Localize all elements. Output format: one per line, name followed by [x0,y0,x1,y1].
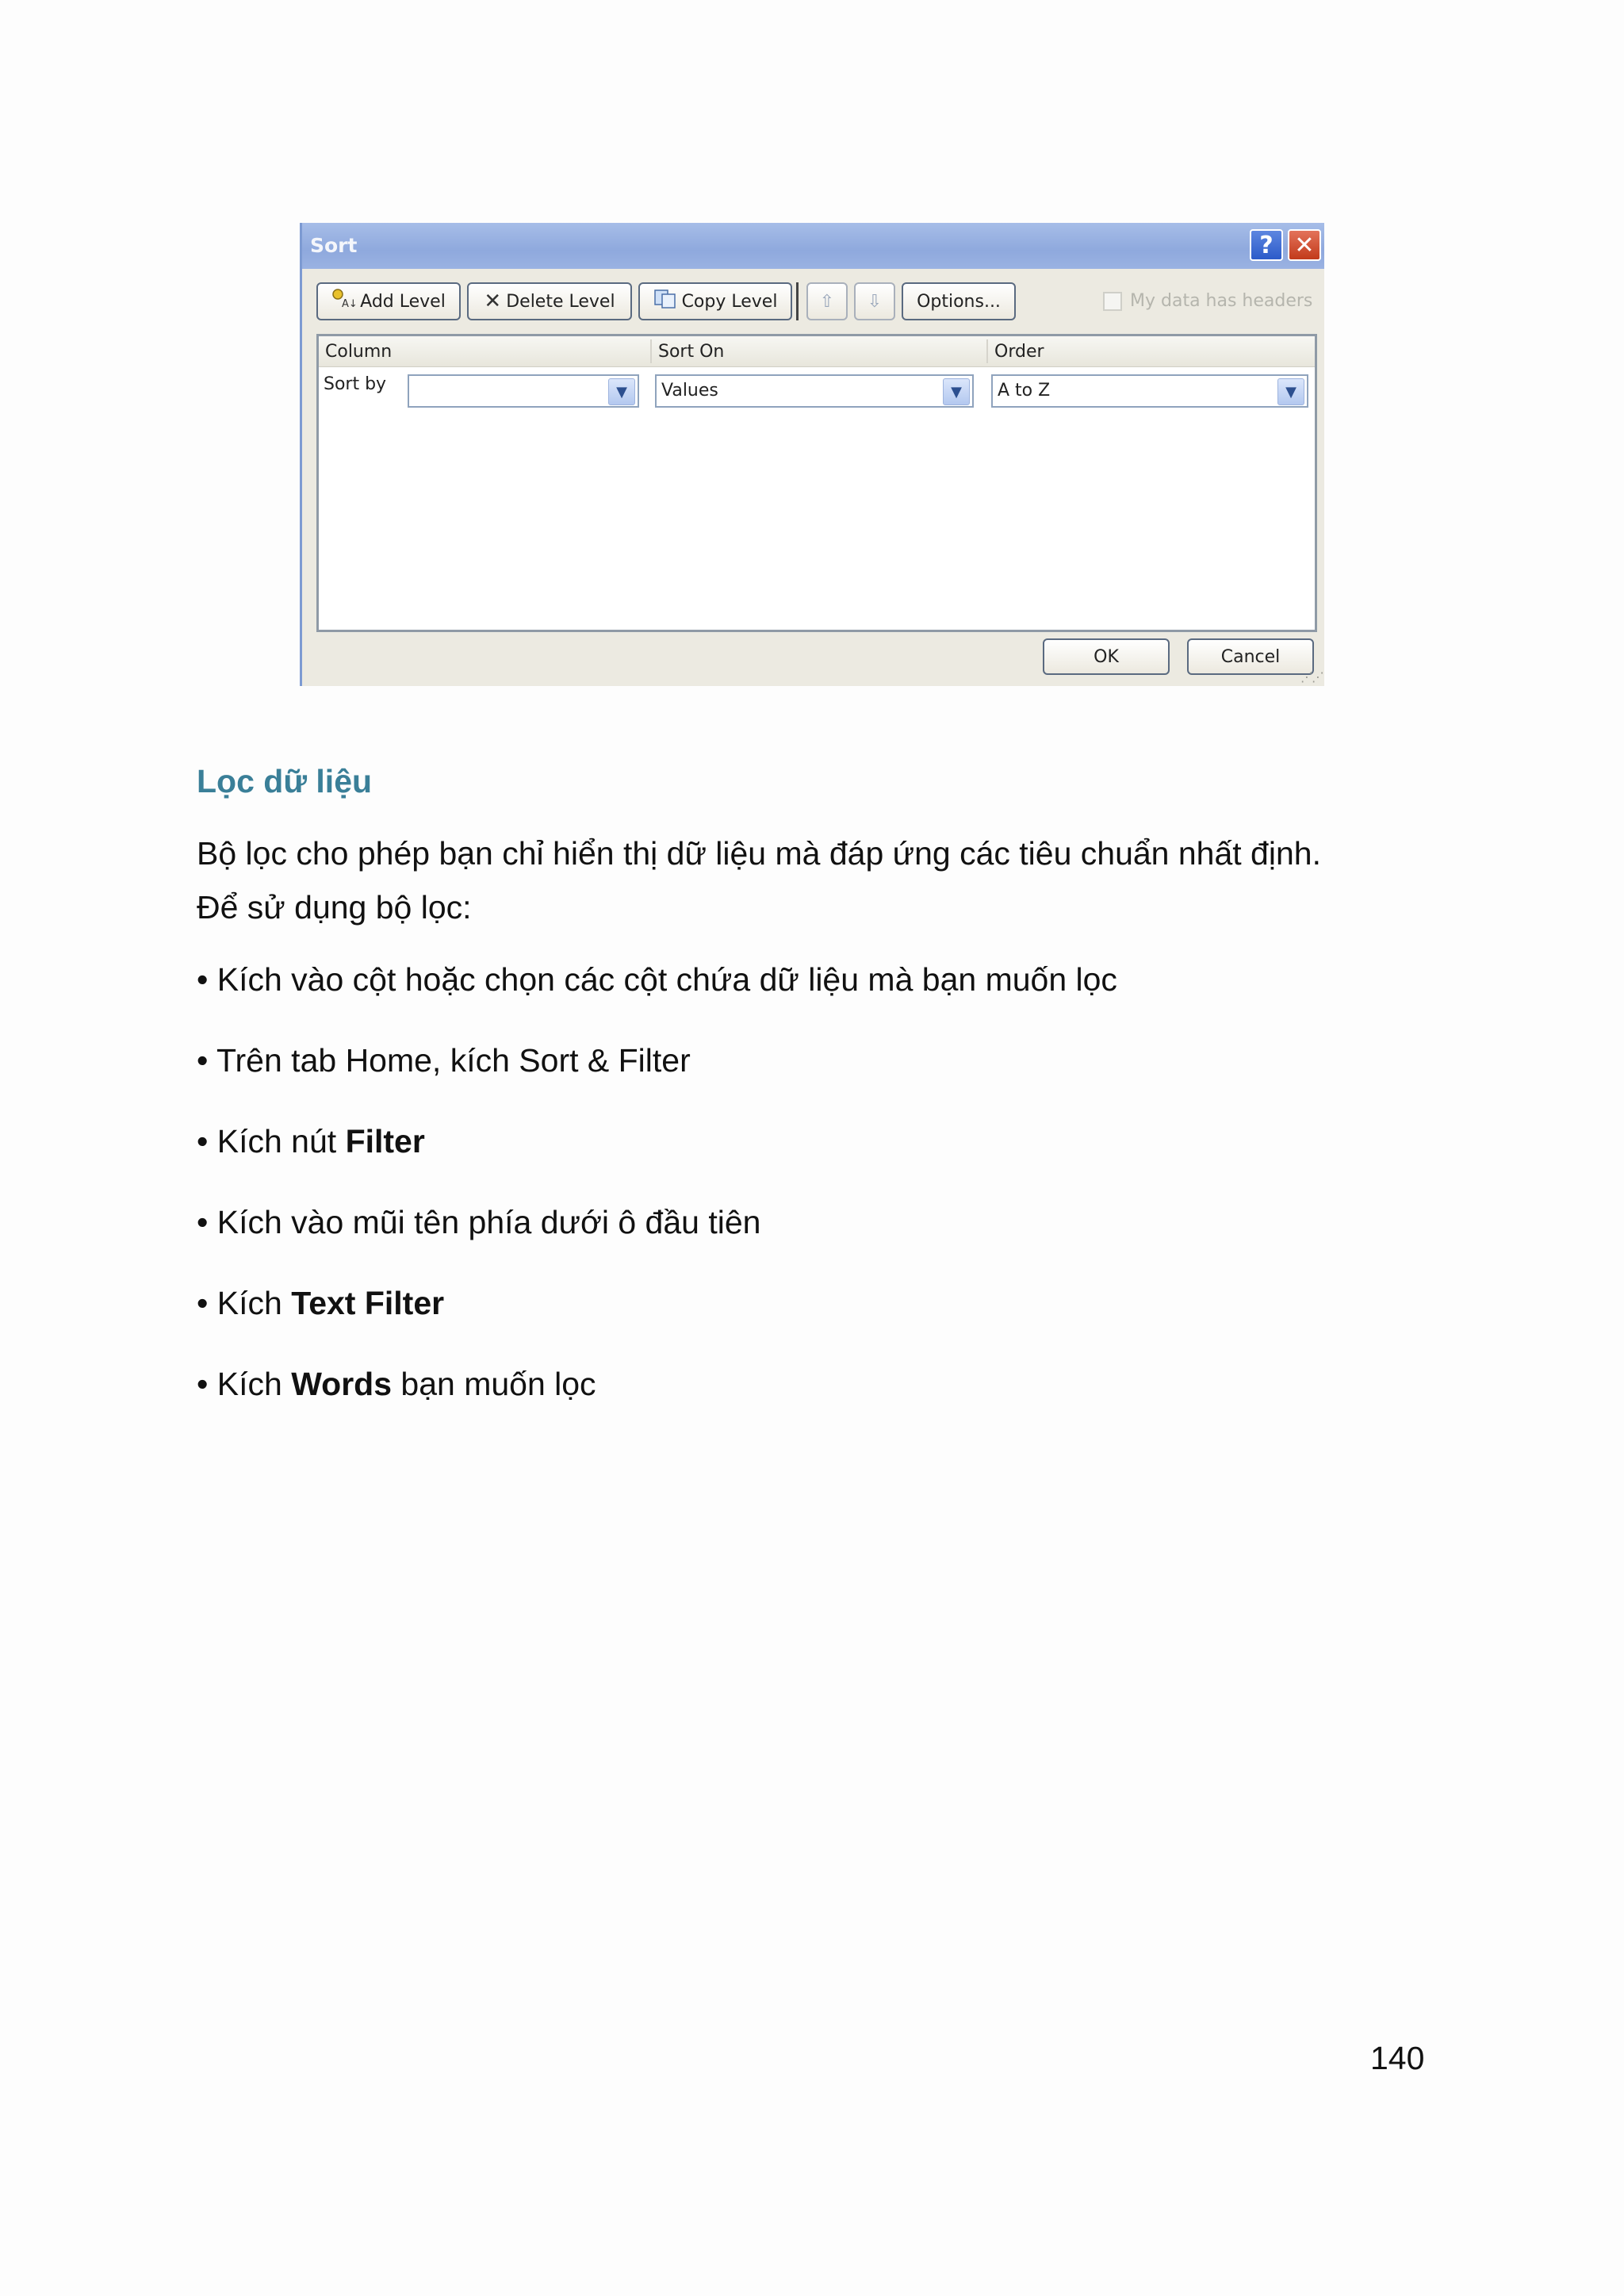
sort-on-dropdown-value: Values [661,381,718,401]
delete-level-label: Delete Level [506,291,615,312]
page-number: 140 [1370,2040,1425,2076]
resize-grip-icon[interactable]: ⋰⋰ [1300,669,1323,684]
delete-icon: ✕ [484,289,502,313]
bullet-bold: Words [291,1366,392,1402]
bullet-text: • Kích vào mũi tên phía dưới ô đầu tiên [197,1204,761,1240]
headers-checkbox-label: My data has headers [1130,291,1313,311]
column-dropdown[interactable] [408,374,639,408]
add-level-button[interactable] [316,282,461,320]
copy-icon [653,289,677,315]
headers-checkbox-group[interactable] [1103,291,1312,311]
headers-checkbox[interactable] [1103,292,1122,311]
order-dropdown-value: A to Z [998,381,1051,401]
move-up-button[interactable] [806,282,848,320]
bullet-item [197,1366,596,1403]
toolbar-separator [796,282,799,320]
bullet-bold: Text Filter [291,1285,445,1321]
bullet-text: • Kích [197,1366,292,1402]
sort-dialog [300,223,1324,686]
order-dropdown[interactable] [991,374,1308,408]
order-header: Order [986,339,1044,363]
dialog-title: Sort [310,234,358,257]
bullet-text: • Kích nút [197,1123,346,1159]
bullet-item [197,1123,425,1160]
help-button[interactable] [1250,229,1283,261]
bullet-bold: Filter [345,1123,425,1159]
add-level-label: Add Level [360,291,446,312]
sort-by-label: Sort by [324,374,387,394]
chevron-down-icon: ▼ [1277,378,1304,405]
intro-paragraph [197,826,1434,934]
bullet-item [197,1285,444,1322]
bullet-text: • Kích vào cột hoặc chọn các cột chứa dữ liệu mà bạn muốn lọc [197,961,1117,998]
arrow-down-icon: ⇩ [867,291,883,312]
bullet-text: • Trên tab Home, kích Sort & Filter [197,1042,691,1079]
section-heading: Lọc dữ liệu [197,763,373,799]
options-button[interactable] [902,282,1016,320]
intro-line-2: Để sử dụng bộ lọc: [197,889,472,926]
chevron-down-icon: ▼ [943,378,970,405]
sort-on-dropdown[interactable] [655,374,974,408]
grid-header [319,336,1315,367]
options-label: Options... [917,291,1001,312]
column-header: Column [325,342,393,362]
close-icon: ✕ [1294,231,1315,259]
dialog-titlebar [302,223,1324,269]
bullet-item [197,1042,691,1079]
bullet-suffix: bạn muốn lọc [392,1366,596,1402]
sort-levels-grid [316,334,1317,632]
ok-label: OK [1094,646,1119,667]
delete-level-button[interactable] [467,282,632,320]
add-level-icon [331,288,358,316]
cancel-button[interactable] [1187,638,1314,675]
copy-level-button[interactable] [638,282,792,320]
help-icon: ? [1259,231,1274,259]
bullet-item [197,1204,760,1241]
arrow-up-icon: ⇧ [819,291,835,312]
bullet-item [197,961,1117,999]
intro-line-1: Bộ lọc cho phép bạn chỉ hiển thị dữ liệu mà đáp ứng các tiêu chuẩn nhất định. [197,835,1321,872]
close-button[interactable] [1288,229,1321,261]
sort-on-header: Sort On [650,339,724,363]
bullet-text: • Kích [197,1285,292,1321]
cancel-label: Cancel [1220,646,1281,667]
ok-button[interactable] [1043,638,1170,675]
svg-text:A↓: A↓ [342,297,358,310]
copy-level-label: Copy Level [681,291,778,312]
move-down-button[interactable] [854,282,895,320]
chevron-down-icon: ▼ [608,378,635,405]
